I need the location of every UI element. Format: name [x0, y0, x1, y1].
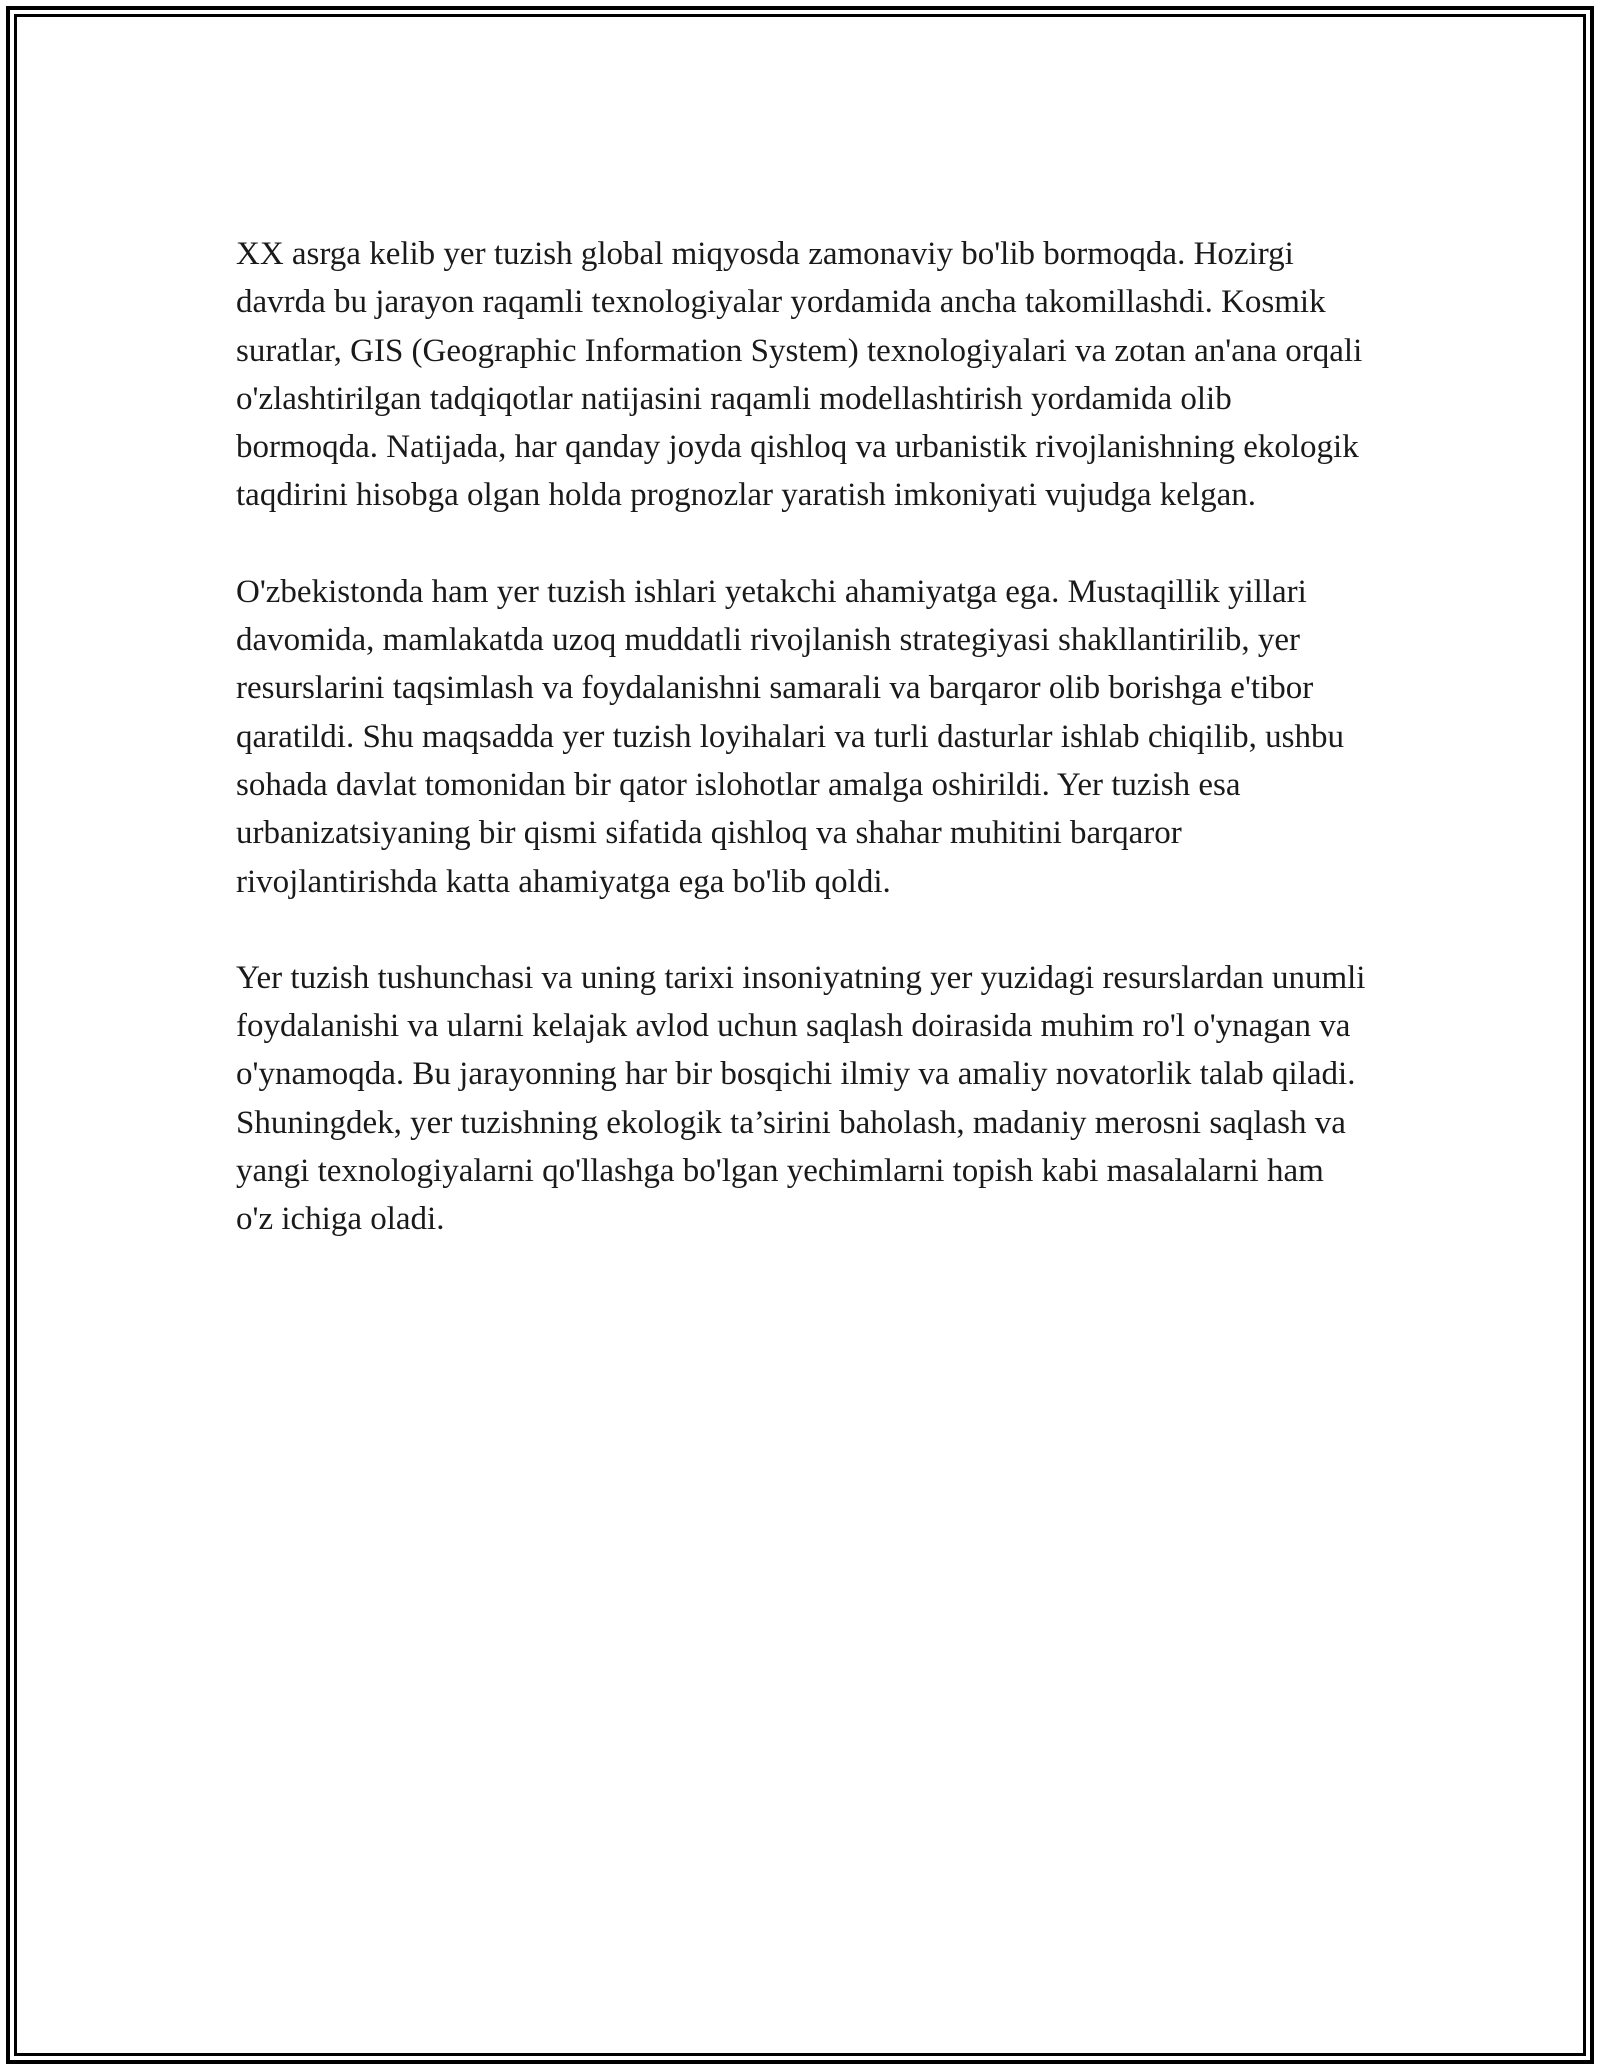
paragraph-3: Yer tuzish tushunchasi va uning tarixi insoniyatning yer yuzidagi resurslardan unumli foydalanishi va ularni kelajak avlod uchun saqlash doirasida muhim ro'l o'ynagan va o'ynamoqda. Bu jarayonning har bir bosqichi ilmiy va amaliy novatorlik talab qiladi. Shuningdek, yer tuzishning ekologik ta’sirini baholash, madaniy merosni saqlash va yangi texnologiyalarni qo'llashga bo'lgan yechimlarni topish kabi masalalarni ham o'z ichiga oladi. — [236, 959, 1366, 1238]
paragraph-2: O'zbekistonda ham yer tuzish ishlari yetakchi ahamiyatga ega. Mustaqillik yillari davomida, mamlakatda uzoq muddatli rivojlanish strategiyasi shakllantirilib, yer resurslarini taqsimlash va foydalanishni samarali va barqaror olib borishga e'tibor qaratildi. Shu maqsadda yer tuzish loyihalari va turli dasturlar ishlab chiqilib, ushbu sohada davlat tomonidan bir qator islohotlar amalga oshirildi. Yer tuzish esa urbanizatsiyaning bir qismi sifatida qishloq va shahar muhitini barqaror rivojlantirishda katta ahamiyatga ega bo'lib qoldi. — [236, 573, 1345, 900]
paragraph-1: XX asrga kelib yer tuzish global miqyosda zamonaviy bo'lib bormoqda. Hozirgi davrda bu jarayon raqamli texnologiyalar yordamida ancha takomillashdi. Kosmik suratlar, GIS (Geographic Information System) texnologiyalari va zotan an'ana orqali o'zlashtirilgan tadqiqotlar natijasini raqamli modellashtirish yordamida olib bormoqda. Natijada, har qanday joyda qishloq va urbanistik rivojlanishning ekologik taqdirini hisobga olgan holda prognozlar yaratish imkoniyati vujudga kelgan. — [236, 236, 1363, 514]
document-body — [236, 230, 1366, 1292]
